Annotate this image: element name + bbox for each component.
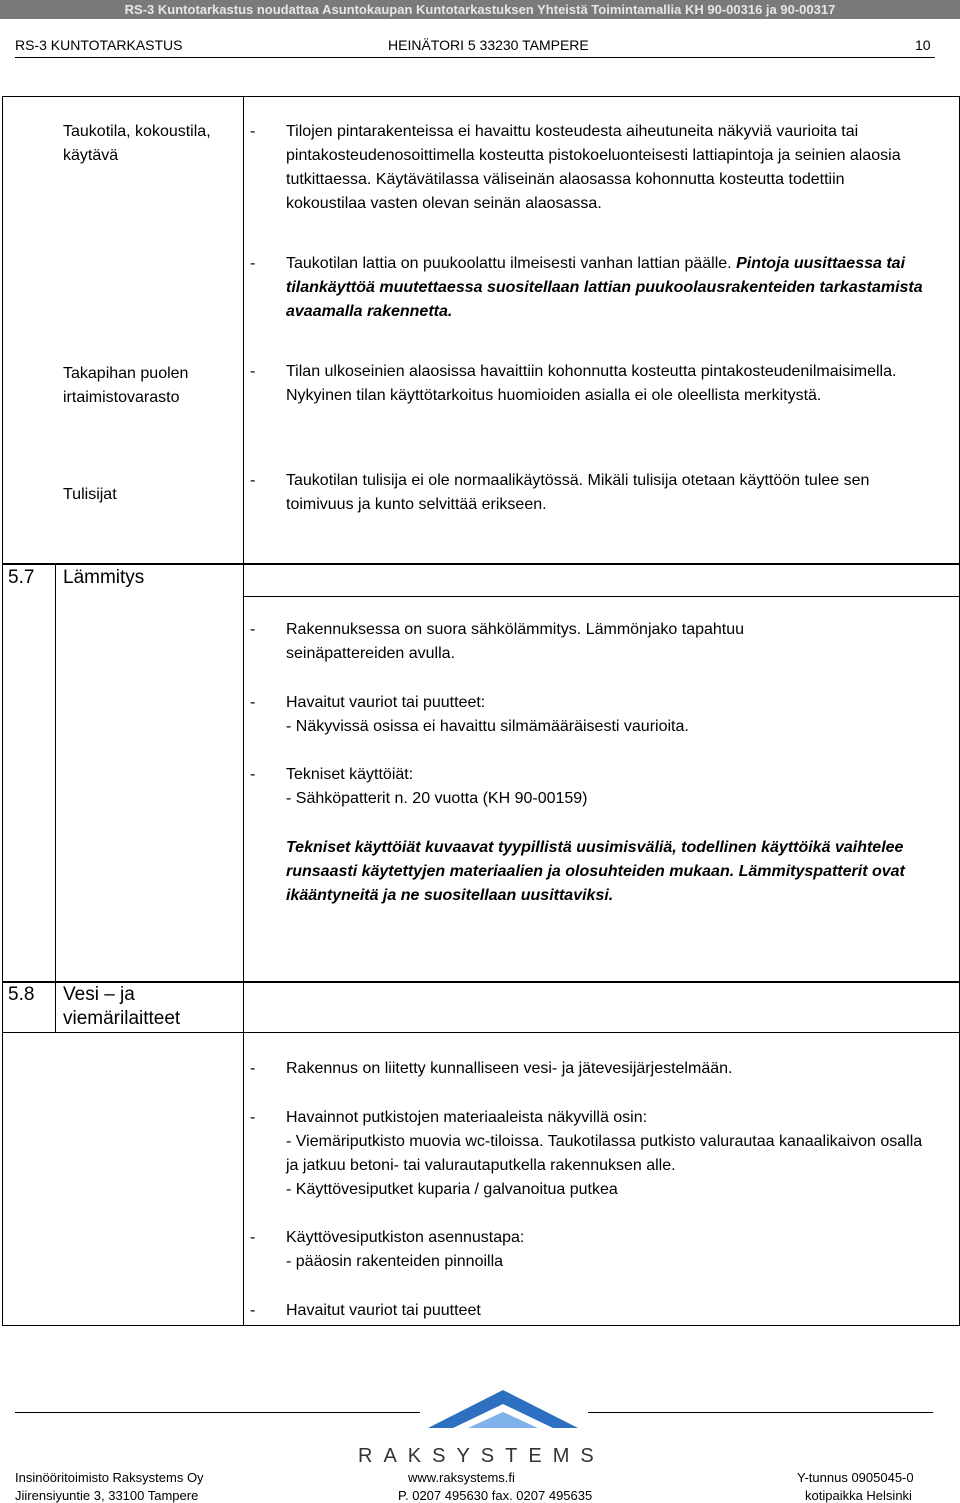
standard-banner: RS-3 Kuntotarkastus noudattaa Asuntokaupan Kuntotarkastuksen Yhteistä Toimintamallia KH 90-00316 ja 90-00317 xyxy=(0,0,960,19)
footer-company: Insinööritoimisto Raksystems Oy xyxy=(15,1470,204,1485)
lammitys-system: Rakennuksessa on suora sähkölämmitys. Lämmönjako tapahtuu seinäpattereiden avulla. xyxy=(286,621,745,662)
vesi-materials-heading: Havainnot putkistojen materiaaleista näkyvillä osin: xyxy=(286,1109,648,1126)
bullet-dash: - xyxy=(250,255,256,272)
lammitys-recommendation: Tekniset käyttöiät kuvaavat tyypillistä uusimisväliä, todellinen käyttöikä vaihtelee runsaasti käytettyjen materiaalien ja olosuhteiden mukaan. Lämmityspatterit ovat ikääntyneitä ja ne suositellaan uusittaviksi. xyxy=(286,839,905,904)
column-divider xyxy=(243,982,244,1326)
section-title-rule xyxy=(243,596,960,597)
footer-address: Jiirensiyuntie 3, 33100 Tampere xyxy=(15,1488,199,1503)
vesi-connection: Rakennus on liitetty kunnalliseen vesi- ja jätevesijärjestelmään. xyxy=(286,1060,733,1077)
vesi-defects-heading: Havaitut vauriot tai puutteet xyxy=(286,1302,481,1319)
footer-phone: P. 0207 495630 fax. 0207 495635 xyxy=(398,1488,593,1503)
vesi-installation-detail: - pääosin rakenteiden pinnoilla xyxy=(286,1253,504,1270)
footer-website: www.raksystems.fi xyxy=(408,1470,515,1485)
column-divider xyxy=(55,564,56,982)
footer-rule-right xyxy=(588,1412,933,1413)
floor-note-text: Taukotilan lattia on puukoolattu ilmeisesti vanhan lattian päälle. xyxy=(286,255,732,272)
vesi-sewer-pipes: - Viemäriputkisto muovia wc-tiloissa. Taukotilassa putkisto valurautaa kanaalikaivon osalla ja jatkuu betoni- tai valurautaputkella rakennuksen alle. xyxy=(286,1133,923,1174)
takapiha-observation: Tilan ulkoseinien alaosissa havaittiin kohonnutta kosteutta pintakosteudenilmaisimella. Nykyinen tilan käyttötarkoitus huomioiden asialla ei ole oleellista merkitystä. xyxy=(286,363,897,404)
lammitys-lifespan-detail: - Sähköpatterit n. 20 vuotta (KH 90-00159) xyxy=(286,790,588,807)
row-label-tulisijat: Tulisijat xyxy=(63,486,117,503)
vesi-water-pipes: - Käyttövesiputket kuparia / galvanoitua putkea xyxy=(286,1181,618,1198)
section-title-vesi: Vesi – ja viemärilaitteet xyxy=(63,984,181,1029)
section-number-lammitys: 5.7 xyxy=(8,567,35,588)
column-divider xyxy=(243,96,244,564)
bullet-dash: - xyxy=(250,1302,256,1319)
footer-rule-left xyxy=(15,1412,420,1413)
column-divider xyxy=(55,982,56,1032)
bullet-dash: - xyxy=(250,1109,256,1126)
bullet-dash: - xyxy=(250,123,256,140)
vesi-installation-heading: Käyttövesiputkiston asennustapa: xyxy=(286,1229,525,1246)
bullet-dash: - xyxy=(250,472,256,489)
report-title: RS-3 KUNTOTARKASTUS xyxy=(15,37,183,53)
bullet-dash: - xyxy=(250,1229,256,1246)
header-rule xyxy=(15,57,935,58)
row-label-takapiha: Takapihan puolen irtaimistovarasto xyxy=(63,365,189,406)
bullet-dash: - xyxy=(250,363,256,380)
bullet-dash: - xyxy=(250,694,256,711)
footer-domicile: kotipaikka Helsinki xyxy=(805,1488,912,1503)
floor-recommendation: Pintoja uusittaessa tai tilankäyttöä muutettaessa suositellaan lattian puukoolausrakenteiden tarkastamista avaamalla rakennetta. xyxy=(286,255,923,320)
column-divider xyxy=(243,564,244,982)
lammitys-defects-detail: - Näkyvissä osissa ei havaittu silmämääräisesti vaurioita. xyxy=(286,718,689,735)
taukotila-floor-note xyxy=(286,252,926,324)
section-title-rule xyxy=(2,1032,960,1033)
section-title-lammitys: Lämmitys xyxy=(63,567,145,588)
row-label-taukotila: Taukotila, kokoustila, käytävä xyxy=(63,123,211,164)
lammitys-lifespan-heading: Tekniset käyttöiät: xyxy=(286,766,414,783)
logo-wordmark: RAKSYSTEMS xyxy=(358,1445,605,1467)
taukotila-observation: Tilojen pintarakenteissa ei havaittu kosteudesta aiheutuneita näkyviä vaurioita tai pintakosteudenosoittimella kosteutta pistokoeluonteisesti lattiapintoja ja seinien alaosia tutkittaessa. Käytävätilassa väliseinän alaosassa kohonnutta kosteutta todettiin kokoustilaa vasten olevan seinän alaosassa. xyxy=(286,123,901,212)
section-number-vesi: 5.8 xyxy=(8,984,35,1005)
footer-business-id: Y-tunnus 0905045-0 xyxy=(797,1470,914,1485)
bullet-dash: - xyxy=(250,1060,256,1077)
property-address: HEINÄTORI 5 33230 TAMPERE xyxy=(388,37,589,53)
bullet-dash: - xyxy=(250,621,256,638)
page-number: 10 xyxy=(915,37,931,53)
bullet-dash: - xyxy=(250,766,256,783)
raksystems-logo-icon xyxy=(418,1386,588,1441)
tulisijat-observation: Taukotilan tulisija ei ole normaalikäytössä. Mikäli tulisija otetaan käyttöön tulee sen toimivuus ja kunto selvittää erikseen. xyxy=(286,472,870,513)
lammitys-defects-heading: Havaitut vauriot tai puutteet: xyxy=(286,694,486,711)
